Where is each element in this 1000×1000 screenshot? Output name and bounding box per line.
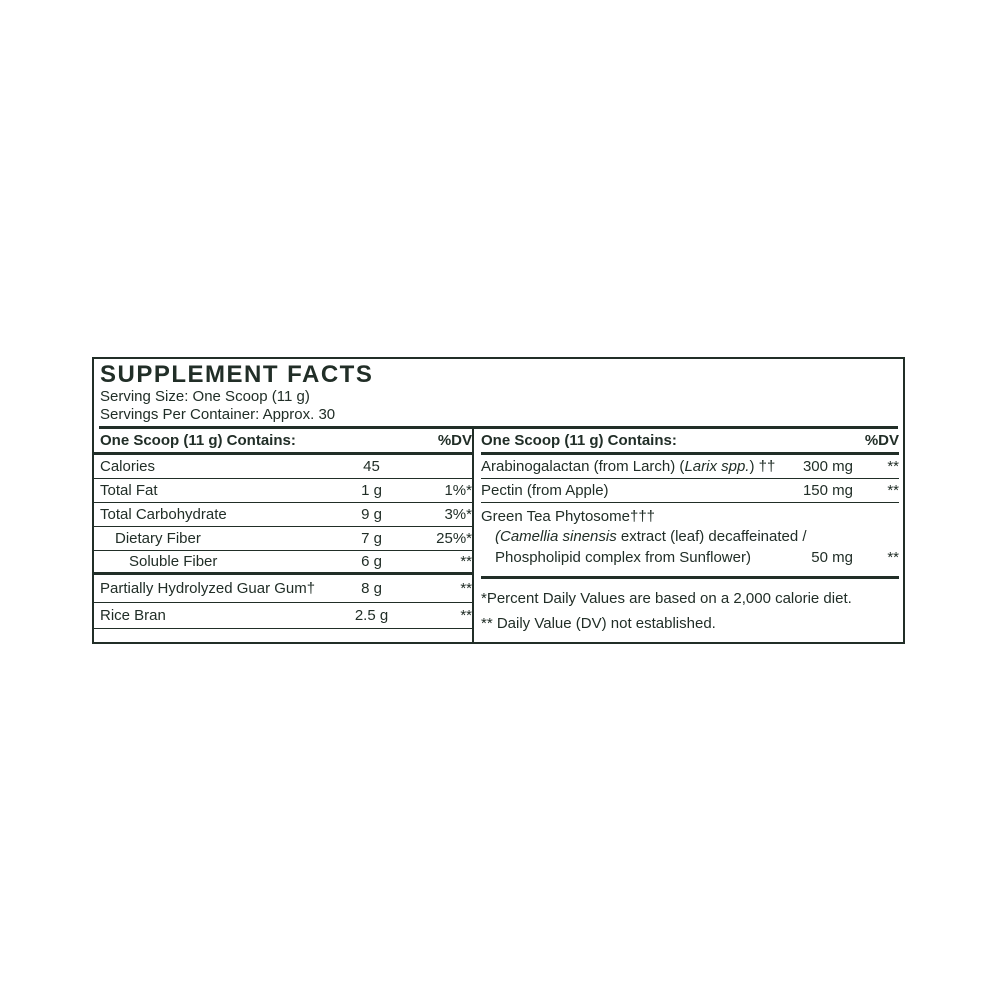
table-row-guar-gum	[94, 575, 472, 603]
ingredient-name	[481, 458, 781, 475]
table-row-soluble-fiber	[94, 551, 472, 575]
nutrient-name: Rice Bran	[100, 607, 166, 624]
left-contains-label: One Scoop (11 g) Contains:	[100, 432, 296, 449]
nutrient-amount: 7 g	[361, 530, 382, 547]
ingredient-dv: **	[887, 549, 899, 566]
columns	[94, 429, 903, 642]
left-column-bottom-space	[94, 629, 472, 642]
table-row-calories	[94, 455, 472, 479]
footnote-dv-not-established: ** Daily Value (DV) not established.	[481, 615, 716, 632]
table-row-rice-bran	[94, 603, 472, 629]
nutrient-dv: 1%*	[444, 482, 472, 499]
table-row-green-tea-phytosome	[481, 503, 899, 579]
nutrient-name: Calories	[100, 458, 156, 475]
nutrient-name: Dietary Fiber	[115, 530, 201, 547]
nutrient-dv: 25%*	[436, 530, 472, 547]
ingredient-amount: 50 mg	[811, 549, 853, 566]
ingredient-name-suffix: ) ††	[749, 458, 776, 475]
nutrient-dv: **	[460, 607, 472, 624]
nutrient-name: Soluble Fiber	[129, 553, 218, 570]
nutrient-dv: **	[460, 553, 472, 570]
ingredient-description-line	[481, 527, 899, 547]
left-column	[94, 429, 472, 642]
left-dv-header: %DV	[437, 432, 472, 449]
servings-per-container-line: Servings Per Container: Approx. 30	[100, 406, 336, 423]
ingredient-name: Green Tea Phytosome†††	[481, 508, 656, 525]
ingredient-description-line	[481, 547, 899, 569]
table-row-total-fat	[94, 479, 472, 503]
serving-size-line: Serving Size: One Scoop (11 g)	[100, 388, 310, 405]
right-dv-header: %DV	[864, 432, 899, 449]
nutrient-amount: 6 g	[361, 553, 382, 570]
table-row-dietary-fiber	[94, 527, 472, 551]
nutrient-amount: 9 g	[361, 506, 382, 523]
nutrient-amount: 45	[363, 458, 380, 475]
ingredient-name-latin: Larix spp.	[684, 458, 750, 475]
nutrient-amount: 1 g	[361, 482, 382, 499]
ingredient-description: extract (leaf) decaffeinated /	[616, 528, 807, 545]
right-column-header-row	[481, 429, 899, 455]
right-contains-label: One Scoop (11 g) Contains:	[481, 432, 677, 449]
ingredient-dv: **	[887, 482, 899, 499]
ingredient-dv: **	[887, 458, 899, 475]
footnote-daily-values: *Percent Daily Values are based on a 2,000 calorie diet.	[481, 590, 852, 607]
table-row-total-carbohydrate	[94, 503, 472, 527]
nutrient-name: Total Carbohydrate	[100, 506, 227, 523]
nutrient-dv: 3%*	[444, 506, 472, 523]
ingredient-latin: (Camellia sinensis	[495, 528, 617, 545]
right-column	[474, 429, 903, 642]
ingredient-amount: 300 mg	[802, 458, 853, 475]
nutrient-name: Partially Hydrolyzed Guar Gum†	[100, 580, 316, 597]
ingredient-name: Pectin (from Apple)	[481, 482, 609, 499]
panel-title: SUPPLEMENT FACTS	[100, 361, 374, 388]
footnotes	[481, 579, 899, 639]
panel-header	[94, 359, 903, 424]
nutrient-amount: 2.5 g	[354, 607, 389, 624]
nutrient-name: Total Fat	[100, 482, 158, 499]
table-row-pectin	[481, 479, 899, 503]
nutrient-amount: 8 g	[361, 580, 382, 597]
nutrient-dv: **	[460, 580, 472, 597]
ingredient-description: Phospholipid complex from Sunflower)	[495, 549, 751, 566]
supplement-facts-panel	[92, 357, 905, 644]
table-row-arabinogalactan	[481, 455, 899, 479]
ingredient-amount: 150 mg	[802, 482, 853, 499]
ingredient-name-prefix: Arabinogalactan (from Larch) (	[481, 458, 685, 475]
left-column-header-row	[94, 429, 472, 455]
